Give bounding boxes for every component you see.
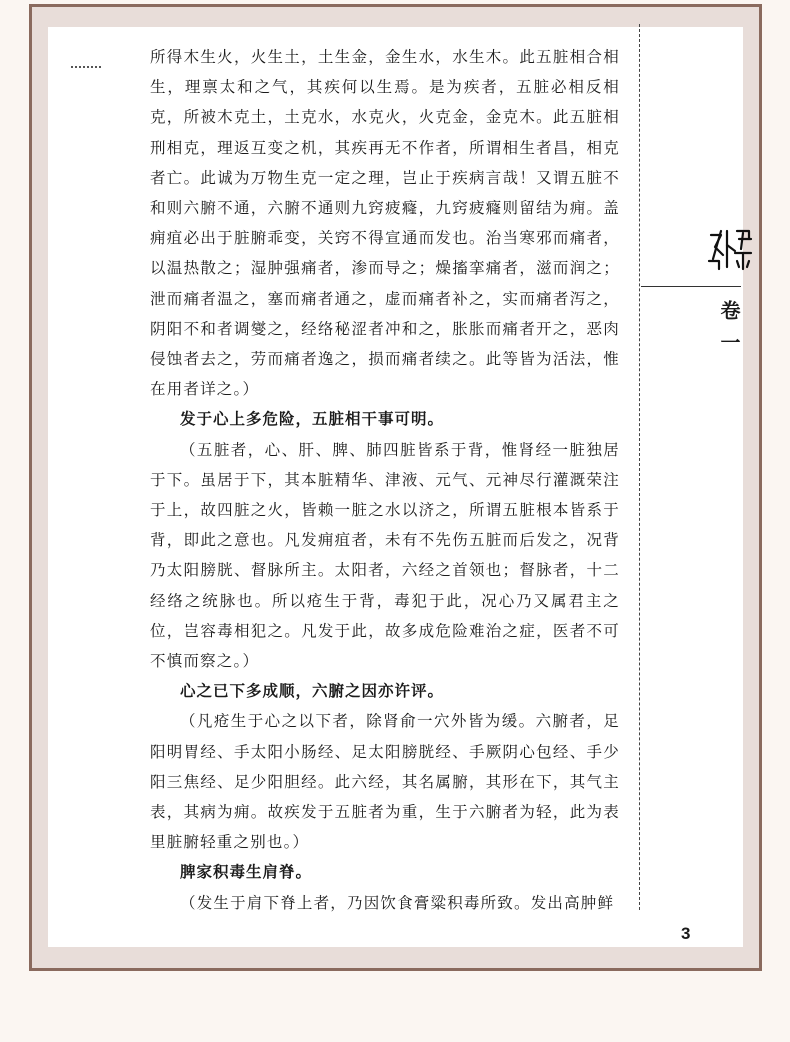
commentary-paragraph: （凡疮生于心之以下者，除肾俞一穴外皆为缓。六腑者，足阳明胃经、手太阳小肠经、足太阳膀胱经、手厥阴心包经、手少阳三焦经、足少阳胆经。此六经，其名属腑，其形在下，其气主表，其病为痈。故疾发于五脏者为重，生于六腑者为轻，此为表里脏腑轻重之别也。）: [150, 712, 620, 852]
verse-line: 脾家积毒生肩脊。: [180, 863, 313, 882]
margin-dot-leader: [71, 66, 101, 68]
paragraph-continued: 所得木生火，火生土，土生金，金生水，水生木。此五脏相合相生，理禀太和之气，其疾何以生焉。是为疾者，五脏必相反相克，所被木克土，土克水，水克火，火克金，金克木。此五脏相刑相克，理返互变之机，其疾再无不作者，所谓相生者昌，相克者亡。此诚为万物生克一定之理，岂止于疾病言哉！又谓五脏不和则六腑不通，六腑不通则九窍疲癃，九窍疲癃则留结为痈。盖痈疽必出于脏腑乖变，关窍不得宣通而发也。治当寒邪而痛者，以温热散之；湿肿强痛者，渗而导之；燥搐挛痛者，滋而润之；泄而痛者温之，塞而痛者通之，虚而痛者补之，实而痛者泻之，阴阳不和者调燮之，经络秘涩者冲和之，胀胀而痛者开之，恶肉侵蚀者去之，劳而痛者逸之，损而痛者续之。此等皆为活法，惟在用者详之。）: [150, 48, 620, 399]
commentary-paragraph: （五脏者，心、肝、脾、肺四脏皆系于背，惟肾经一脏独居于下。虽居于下，其本脏精华、津液、元气、元神尽行灌溉荣注于上，故四脏之火，皆赖一脏之水以济之，所谓五脏根本皆系于背，即此之意也。凡发痈疽者，未有不先伤五脏而后发之，况背乃太阳膀胱、督脉所主。太阳者，六经之首领也；督脉者，十二经络之统脉也。所以疮生于背，毒犯于此，况心乃又属君主之位，岂容毒相犯之。凡发于此，故多成危险难治之症，医者不可不慎而察之。）: [150, 440, 620, 671]
verse-line: 心之已下多成顺，六腑之因亦许评。: [180, 682, 445, 701]
seal-logo: [705, 225, 755, 273]
page-number: 3: [681, 924, 691, 943]
verse-line: 发于心上多危险，五脏相干事可明。: [180, 410, 445, 429]
body-text: [150, 42, 620, 918]
side-tab-rule: [641, 286, 741, 287]
commentary-paragraph: （发生于肩下脊上者，乃因饮食膏粱积毒所致。发出高肿鲜: [180, 893, 615, 912]
volume-label: 卷一: [717, 300, 741, 364]
fore-edge-dotted-line: [639, 24, 640, 910]
